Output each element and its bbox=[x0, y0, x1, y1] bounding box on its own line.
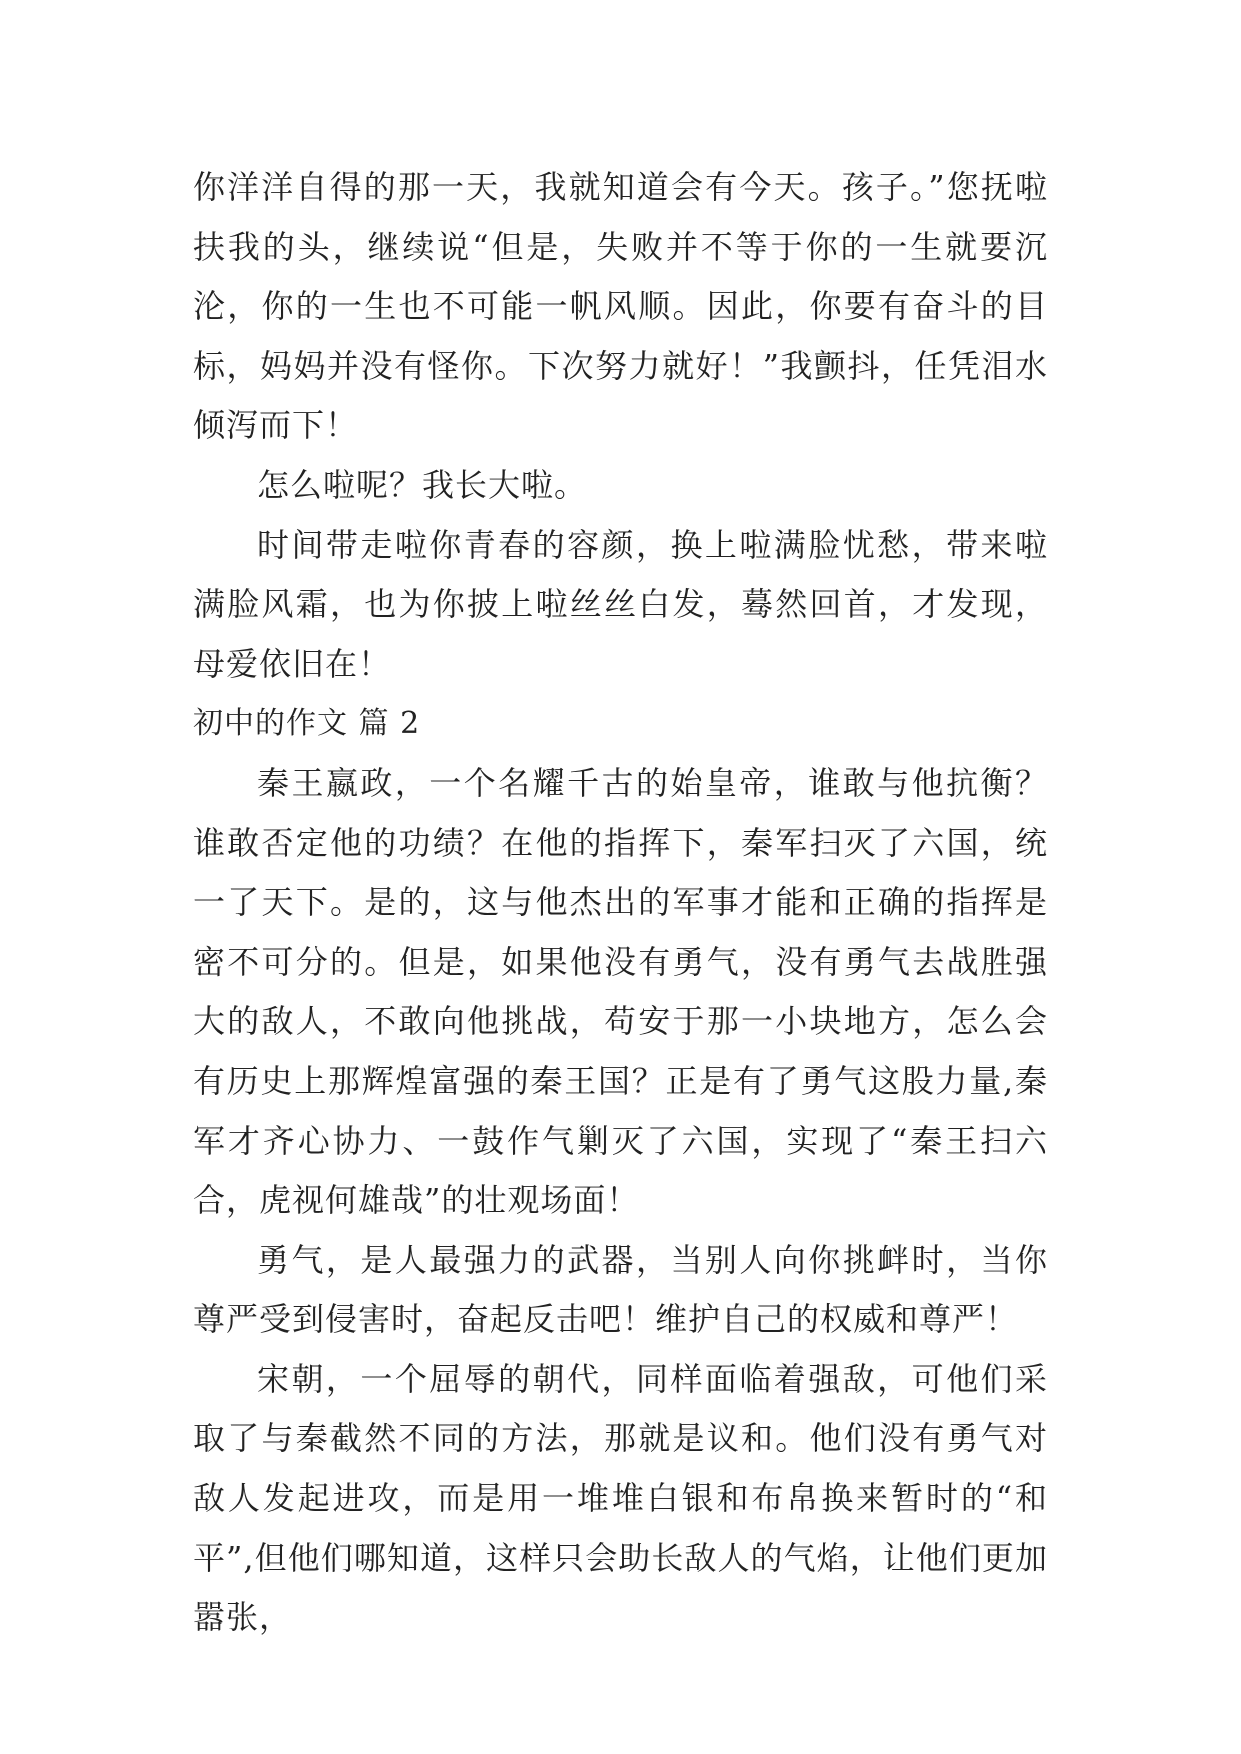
paragraph-6: 宋朝，一个屈辱的朝代，同样面临着强敌，可他们采取了与秦截然不同的方法，那就是议和。他们没有勇气对敌人发起进攻，而是用一堆堆白银和布帛换来暂时的“和平”,但他们哪知道，这样只会助长敌人的气焰，让他们更加嚣张， bbox=[193, 1359, 1048, 1637]
paragraph-3: 时间带走啦你青春的容颜，换上啦满脸忧愁，带来啦满脸风霜，也为你披上啦丝丝白发，蓦然回首，才发现，母爱依旧在！ bbox=[193, 525, 1048, 683]
paragraph-4: 秦王嬴政，一个名耀千古的始皇帝，谁敢与他抗衡？谁敢否定他的功绩？在他的指挥下，秦军扫灭了六国，统一了天下。是的，这与他杰出的军事才能和正确的指挥是密不可分的。但是，如果他没有勇气，没有勇气去战胜强大的敌人，不敢向他挑战，苟安于那一小块地方，怎么会有历史上那辉煌富强的秦王国？正是有了勇气这股力量,秦军才齐心协力、一鼓作气剿灭了六国，实现了“秦王扫六合，虎视何雄哉”的壮观场面！ bbox=[193, 763, 1048, 1220]
section-heading: 初中的作文 篇 2 bbox=[193, 706, 421, 742]
essay-body bbox=[193, 158, 1048, 1648]
paragraph-2: 怎么啦呢？我长大啦。 bbox=[257, 465, 588, 504]
paragraph-1: 你洋洋自得的那一天，我就知道会有今天。孩子。”您抚啦扶我的头，继续说“但是，失败并不等于你的一生就要沉沦，你的一生也不可能一帆风顺。因此，你要有奋斗的目标，妈妈并没有怪你。下次努力就好！”我颤抖，任凭泪水倾泻而下！ bbox=[193, 168, 1048, 445]
paragraph-5: 勇气，是人最强力的武器，当别人向你挑衅时，当你尊严受到侵害时，奋起反击吧！维护自己的权威和尊严！ bbox=[193, 1240, 1048, 1339]
